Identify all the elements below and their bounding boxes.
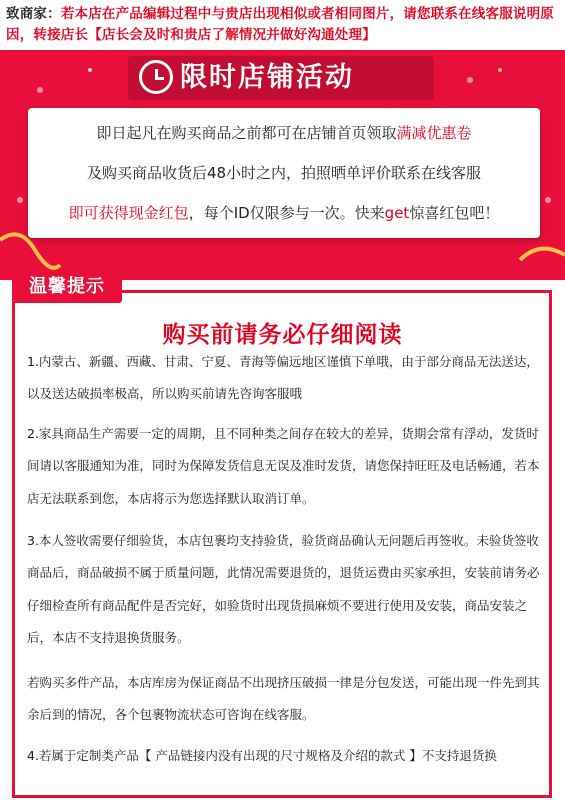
promo-line-3 (28, 202, 540, 224)
notice-lead: 致商家： (6, 6, 61, 22)
coupon-highlight: 满减优惠卷 (396, 124, 472, 142)
promo-line-3-text: ，每个ID仅限参与一次。快来 (188, 204, 385, 222)
notice-body: 若本店在产品编辑过程中与贵店出现相似或者相同图片，请您联系在线客服说明原因，转接店长【店长会及时和贵店了解情况并做好沟通处理】 (6, 6, 555, 43)
promo-card (28, 108, 540, 238)
alarm-clock-icon (139, 60, 173, 94)
tips-title: 购买前请务必仔细阅读 (162, 322, 403, 348)
promo-line-2: 及购买商品收货后48小时之内，拍照晒单评价联系在线客服 (86, 164, 482, 182)
tip-paragraph-3: 3.本人签收需要仔细验货，本店包裹均支持验货，验货商品确认无问题后再签收。未验货签收商品后，商品破损不属于质量问题，此情况需要退货的，退货运费由买家承担，安装前请务必仔细检查所有商品配件是否完好，如验货时出现货损麻烦不要进行使用及安装，商品安装之后，本店不支持退换货服务。 (27, 533, 540, 646)
tips-tag-label: 温馨提示 (29, 276, 105, 297)
get-highlight: get (384, 204, 410, 222)
cash-highlight: 即可获得现金红包 (68, 204, 189, 222)
promo-title: 限时店铺活动 (180, 62, 354, 93)
promo-line-3-end: 惊喜红包吧！ (409, 204, 500, 222)
merchant-notice (0, 0, 565, 50)
tips-tag (12, 271, 122, 303)
tip-paragraph-4: 若购买多件产品，本店库房为保证商品不出现挤压破损一律是分包发送，可能出现一件先到其余后到的情况，各个包裹物流状态可咨询在线客服。 (27, 675, 540, 723)
tip-paragraph-2: 2.家具商品生产需要一定的周期，且不同种类之间存在较大的差异，货期会常有浮动，发货时间请以客服通知为准，同时为保障发货信息无误及准时发货，请您保持旺旺及电话畅通，若本店无法联系到您，本店将示为您选择默认取消订单。 (27, 426, 540, 506)
promo-line-1-text: 即日起凡在购买商品之前都可在店铺首页领取 (96, 124, 397, 142)
promo-line-1 (28, 122, 540, 144)
tip-paragraph-5: 4.若属于定制类产品【 产品链接内没有出现的尺寸规格及介绍的款式 】不支持退货换 (27, 748, 497, 763)
tip-paragraph-1: 1.内蒙古、新疆、西藏、甘肃、宁夏、青海等偏远地区谨慎下单哦，由于部分商品无法送达，以及送达破损率极高，所以购买前请先咨询客服哦 (27, 354, 539, 402)
